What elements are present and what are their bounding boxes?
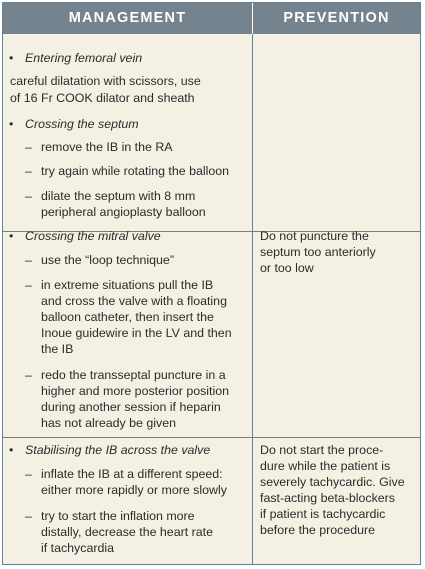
list-item-line: remove the IB in the RA <box>41 140 173 154</box>
list-item-line: Inoue guidewire in the LV and then <box>41 326 232 340</box>
row-divider <box>3 437 420 438</box>
list-item-line: has not already be given <box>41 416 177 430</box>
section-title: Stabilising the IB across the valve <box>25 443 211 457</box>
prevention-line: if patient is tachycardic <box>260 507 386 521</box>
list-item-line: higher and more posterior position <box>41 384 230 398</box>
prevention-line: severely tachycardic. Give <box>260 475 405 489</box>
list-item-line: try again while rotating the balloon <box>41 164 230 178</box>
dash-marker: – <box>25 467 32 481</box>
table-body <box>3 34 420 564</box>
bullet-marker: • <box>9 117 14 131</box>
list-item-line: and cross the valve with a floating <box>41 294 227 308</box>
list-item-line: dilate the septum with 8 mm <box>41 189 196 203</box>
list-item-line: if tachycardia <box>41 541 115 555</box>
dash-marker: – <box>25 164 32 178</box>
prevention-line: before the procedure <box>260 523 376 537</box>
list-item-line: during another session if heparin <box>41 400 221 414</box>
list-item-line: in extreme situations pull the IB <box>41 278 214 292</box>
list-item-line: distally, decrease the heart rate <box>41 525 213 539</box>
dash-marker: – <box>25 278 32 292</box>
prevention-line: dure while the patient is <box>260 459 391 473</box>
list-item-line: peripheral angioplasty balloon <box>41 205 206 219</box>
prevention-line: fast-acting beta-blockers <box>260 491 395 505</box>
prevention-line: Do not puncture the <box>260 229 369 243</box>
prevention-line: Do not start the proce- <box>260 443 384 457</box>
prevention-column-header: PREVENTION <box>283 10 390 26</box>
bullet-marker: • <box>9 51 14 65</box>
list-item-line: use the “loop technique” <box>41 253 174 267</box>
bullet-marker: • <box>9 229 14 243</box>
section-title: Crossing the septum <box>25 117 139 131</box>
dash-marker: – <box>25 368 32 382</box>
section-title: Entering femoral vein <box>25 51 143 65</box>
list-item-line: inflate the IB at a different speed: <box>41 467 223 481</box>
list-item-line: try to start the inflation more <box>41 509 195 523</box>
bullet-marker: • <box>9 443 14 457</box>
dash-marker: – <box>25 140 32 154</box>
list-item-line: balloon catheter, then insert the <box>41 310 214 324</box>
prevention-line: septum too anteriorly <box>260 245 376 259</box>
table-header <box>3 3 420 34</box>
list-item-line: the IB <box>41 342 74 356</box>
dash-marker: – <box>25 509 32 523</box>
management-prevention-table <box>2 2 421 565</box>
management-column-header: MANAGEMENT <box>3 3 253 34</box>
dash-marker: – <box>25 253 32 267</box>
note-line: of 16 Fr COOK dilator and sheath <box>10 91 195 105</box>
list-item-line: redo the transseptal puncture in a <box>41 368 226 382</box>
list-item-line: either more rapidly or more slowly <box>41 483 227 497</box>
note-line: careful dilatation with scissors, use <box>10 74 201 88</box>
prevention-line: or too low <box>260 261 314 275</box>
section-title: Crossing the mitral valve <box>25 229 161 243</box>
dash-marker: – <box>25 189 32 203</box>
